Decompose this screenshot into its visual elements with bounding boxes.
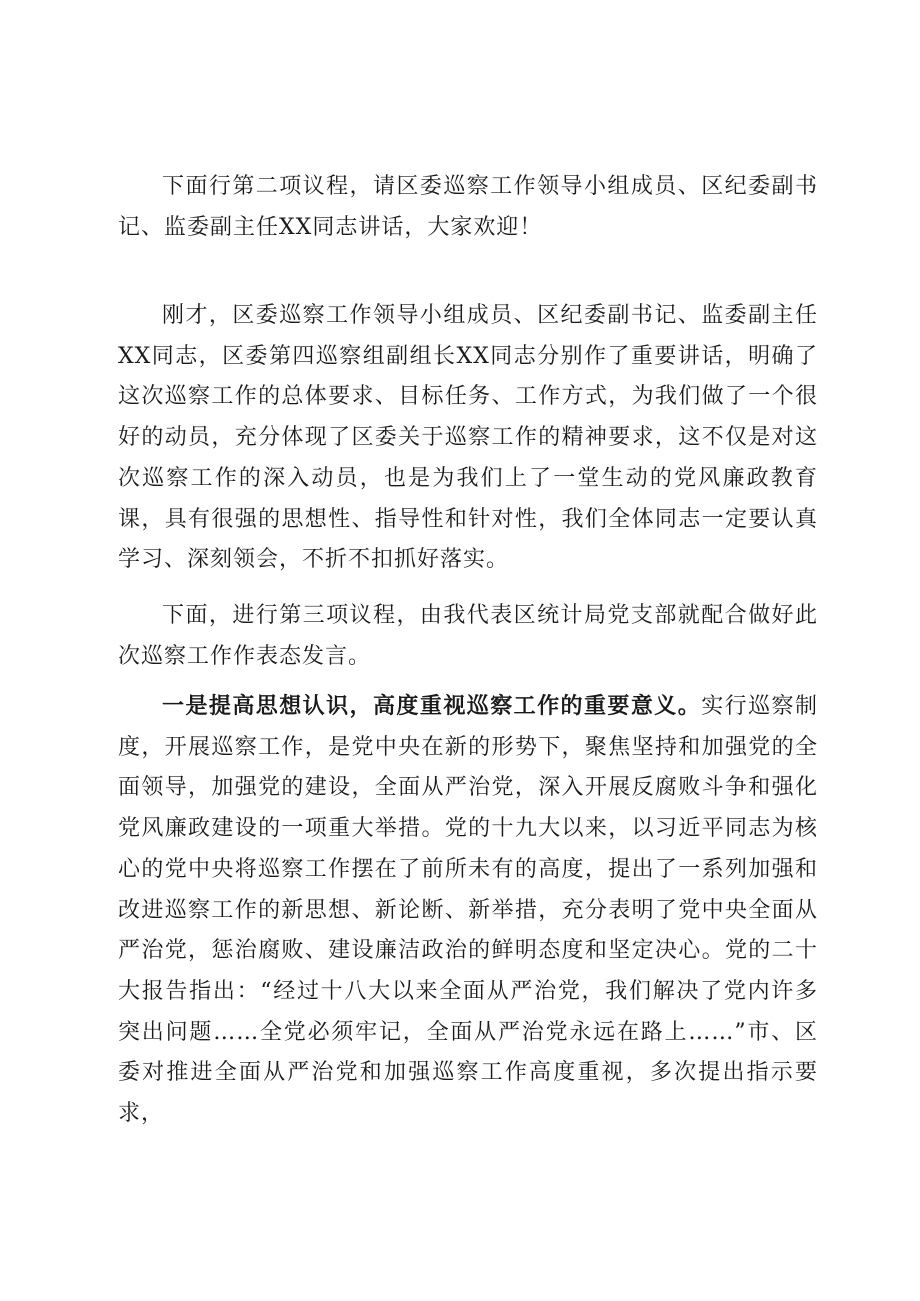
paragraph-agenda-second-item: 下面行第二项议程，请区委巡察工作领导小组成员、区纪委副书记、监委副主任XX同志讲话，大家欢迎！ [118,174,818,240]
paragraph-agenda-third-item: 下面，进行第三项议程，由我代表区统计局党支部就配合做好此次巡察工作作表态发言。 [118,603,818,669]
paragraph-point-one [118,686,818,1135]
paragraph-speech-summary: 刚才，区委巡察工作领导小组成员、区纪委副书记、监委副主任XX同志，区委第四巡察组副组长XX同志分别作了重要讲话，明确了这次巡察工作的总体要求、目标任务、工作方式，为我们做了一个很好的动员，充分体现了区委关于巡察工作的精神要求，这不仅是对这次巡察工作的深入动员，也是为我们上了一堂生动的党风廉政教育课，具有很强的思想性、指导性和针对性，我们全体同志一定要认真学习、深刻领会，不折不扣抓好落实。 [118,303,818,573]
point-one-lead: 一是提高思想认识，高度重视巡察工作的重要意义。 [162,693,702,719]
point-one-body: 实行巡察制度，开展巡察工作，是党中央在新的形势下，聚焦坚持和加强党的全面领导，加强党的建设，全面从严治党，深入开展反腐败斗争和强化党风廉政建设的一项重大举措。党的十九大以来，以习近平同志为核心的党中央将巡察工作摆在了前所未有的高度，提出了一系列加强和改进巡察工作的新思想、新论断、新举措，充分表明了党中央全面从严治党，惩治腐败、建设廉洁政治的鲜明态度和坚定决心。党的二十大报告指出：“经过十八大以来全面从严治党，我们解决了党内许多突出问题……全党必须牢记，全面从严治党永远在路上……”市、区委对推进全面从严治党和加强巡察工作高度重视，多次提出指示要求， [118,694,818,1127]
